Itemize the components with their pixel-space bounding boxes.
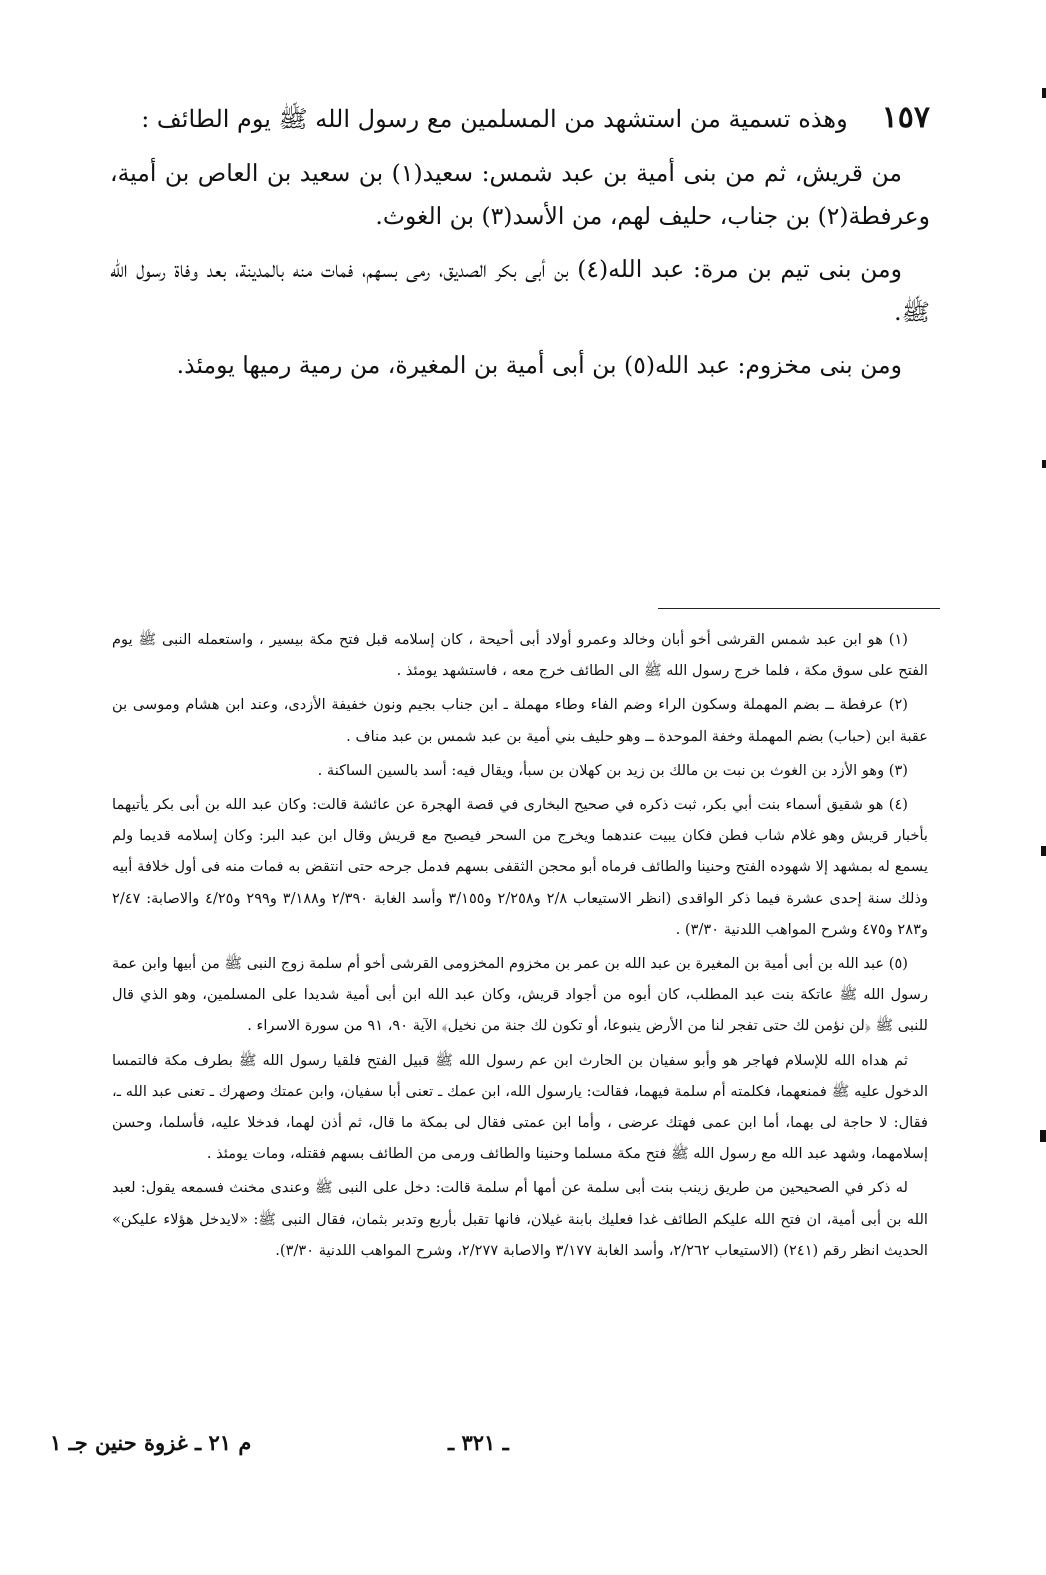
footnote: (٢) عرفطة ــ بضم المهملة وسكون الراء وضم الفاء وطاء مهملة ـ ابن جناب بجيم ونون خفيفة الأزدى، وعند ابن هشام وموسى بن عقبة ابن (حباب) بضم المهملة وخفة الموحدة ــ وهو حليف بني أمية بن عبد شمس بن عبد مناف . [112,696,928,745]
body-paragraph: ومن بنى مخزوم: عبد الله(٥) بن أبى أمية بن المغيرة، من رمية رميها يومئذ. [176,351,902,379]
body-paragraph: ومن بنى تيم بن مرة: عبد الله(٤) بن أبى بكر الصديق، رمى بسهم، فمات منه بالمدينة، بعد وفاة رسول الله ﷺ. [110,255,930,326]
footnote: (٥) عبد الله بن أبى أمية بن المغيرة بن عبد الله بن عمر بن مخزوم المخزومى القرشى أخو أم سلمة زوج النبى ﷺ من أبيها وابن عمة رسول الله ﷺ عاتكة بنت عبد المطلب، كان أبوه من أجواد قريش، وكان عبد الله ابن أبى أمية شديدا على المسلمين، وهو الذي قال للنبى ﷺ ﴿لن نؤمن لك حتى تفجر لنا من الأرض ينبوعا، أو تكون لك جنة من نخيل﴾ الآية ٩٠، ٩١ من سورة الاسراء . [112,955,928,1035]
page-footer [50,1430,890,1470]
footnote: (١) هو ابن عبد شمس القرشى أخو أبان وخالد وعمرو أولاد أبى أحيحة ، كان إسلامه قبل فتح مكة بيسير ، واستعمله النبى ﷺ يوم الفتح على سوق مكة ، فلما خرج رسول الله ﷺ الى الطائف خرج معه ، فاستشهد يومئذ . [112,631,928,680]
scan-edge-mark [1040,1130,1046,1142]
footnote-continuation: ثم هداه الله للإسلام فهاجر هو وأبو سفيان بن الحارث ابن عم رسول الله ﷺ قبيل الفتح فلقيا رسول الله ﷺ بطرف مكة فالتمسا الدخول عليه ﷺ فمنعهما، فكلمته أم سلمة فيهما، فقالت: يارسول الله، ابن عمك ـ تعنى أبا سفيان، وابن عمتك وصهرك ـ تعنى عبد الله ـ، فقال: لا حاجة لى بهما، أما ابن عمى فهتك عرضى ، وأما ابن عمتى فقال لى بمكة ما قال، ثم أذن لهما، فدخلا عليه، فأسلما، وحسن إسلامهما، وشهد عبد الله مع رسول الله ﷺ فتح مكة مسلما وحنينا والطائف ورمى من الطائف بسهم فقتله، ومات يومئذ . [112,1051,928,1163]
section-title: وهذه تسمية من استشهد من المسلمين مع رسول الله ﷺ يوم الطائف : [141,105,848,133]
footnotes [112,624,928,1269]
printer-signature: م ٢١ ـ غزوة حنين جـ ١ [50,1430,252,1455]
footnote: (٤) هو شقيق أسماء بنت أبي بكر، ثبت ذكره في صحيح البخارى في قصة الهجرة عن عائشة قالت: وكان عبد الله بن أبى بكر يأتيهما بأخبار قريش وهو غلام شاب فطن فكان يبيت عندهما ويخرج من السحر فيصبح مع قريش وقال ابن عبد البر: وكان إسلامه قديما ولم يسمع له بمشهد إلا شهوده الفتح وحنينا والطائف فرماه أبو محجن الثقفى بسهم فدمل جرحه حتى انتقض به فمات منه فى أول خلافة أبيه وذلك سنة إحدى عشرة فيما ذكر الواقدى (انظر الاستيعاب ٢/٨ و٢/٢٥٨ و٣/١٥٥ وأسد الغابة ٢/٣٩٠ و٣/١٨٨ و٢٩٩ و٤/٢٥ والاصابة: ٢/٤٧ و٢٨٣ و٤٧٥ وشرح المواهب اللدنية ٣/٣٠) . [112,796,929,938]
footnote-continuation: له ذكر في الصحيحين من طريق زينب بنت أبى سلمة عن أمها أم سلمة قالت: دخل على النبى ﷺ وعندى مخنث فسمعه يقول: لعبد الله بن أبى أمية، ان فتح الله عليكم الطائف غدا فعليك بابنة غيلان، فانها تقبل بأربع وتدبر بثمان، فقال النبى ﷺ: «لايدخل هؤلاء عليكن» الحديث انظر رقم (٢٤١) (الاستيعاب ٢/٢٦٢، وأسد الغابة ٣/١٧٧ والاصابة ٢/٢٧٧، وشرح المواهب اللدنية ٣/٣٠). [112,1179,928,1259]
section-number: ١٥٧ [881,100,930,135]
footnote: (٣) وهو الأزد بن الغوث بن نبت بن مالك بن زيد بن كهلان بن سبأ، ويقال فيه: أسد بالسين الساكنة . [317,761,908,779]
footnote-separator [658,608,940,609]
body-paragraph: من قريش، ثم من بنى أمية بن عبد شمس: سعيد(١) بن سعيد بن العاص بن أمية، وعرفطة(٢) بن جناب، حليف لهم، من الأسد(٣) بن الغوث. [110,159,930,230]
section-heading [120,98,930,139]
page-number: ـ ٣٢١ ـ [448,1430,509,1455]
scan-edge-mark [1041,846,1046,856]
main-text [110,152,930,397]
scan-edge-mark [1042,88,1046,98]
scan-edge-mark [1042,460,1046,468]
